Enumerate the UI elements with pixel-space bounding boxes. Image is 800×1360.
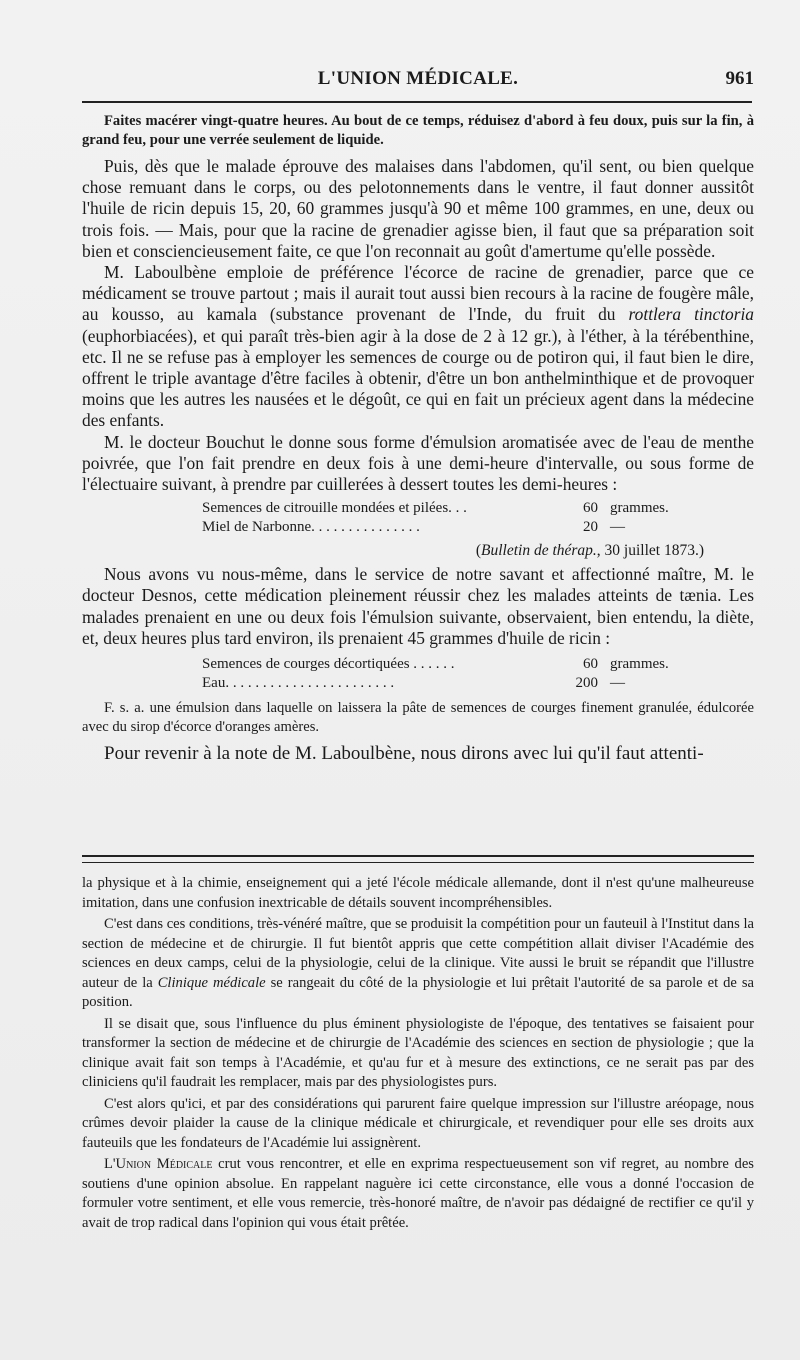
feuilleton-rule [82,855,754,863]
header-rule [82,101,752,103]
recipe-line: Semences de citrouille mondées et pilées. . . 60 grammes. [202,500,669,517]
paragraph-desnos: Nous avons vu nous-même, dans le service de notre savant et affectionné maître, M. le docteur Desnos, cette médication pleinement réussir chez les malades atteints de tænia. Les malades prenaient en une ou deux fois l'émulsion suivante, observaient, bien entendu, la diète, et, deux heures plus tard environ, ils prenaient 45 grammes d'huile de ricin : [82,564,754,648]
article-body [82,112,754,767]
recipe-line: Eau. . . . . . . . . . . . . . . . . . . . . . . 200 — [202,675,625,692]
paragraph-bouchut: M. le docteur Bouchut le donne sous forme d'émulsion aromatisée avec de l'eau de menthe poivrée, que l'on fait prendre en deux fois à une demi-heure d'intervalle, ou sous forme de l'électuaire suivant, à prendre par cuillerées à dessert toutes les demi-heures : [82,431,754,495]
citation-source: (Bulletin de thérap., 30 juillet 1873.) [475,542,704,560]
feuilleton-paragraph: C'est alors qu'ici, et par des considérations qui parurent faire quelque impression sur l'illustre aréopage, nous crûmes devoir plaider la cause de la clinique médicale et chirurgicale, et revendiquer pour elle ses droits aux fauteuils que les fondateurs de l'Académie lui assignèrent. [82,1095,754,1151]
paragraph-maceration: Faites macérer vingt-quatre heures. Au bout de ce temps, réduisez d'abord à feu doux, puis sur la fin, à grand feu, pour une verrée seulement de liquide. [82,113,754,148]
recipe-electuaire [202,499,722,537]
page-number: 961 [725,68,754,89]
plant-name: rottlera tinctoria [628,304,754,325]
feuilleton-paragraph: la physique et à la chimie, enseignement qui a jeté l'école médicale allemande, dont il n'est qu'une malheureuse imitation, dans une confusion inextricable de détails souvent incompréhensibles. [82,875,754,911]
paragraph-formula: F. s. a. une émulsion dans laquelle on laissera la pâte de semences de courges finement granulée, édulcorée avec du sirop d'écorce d'oranges amères. [82,700,754,736]
recipe-line: Semences de courges décortiquées . . . . . . 60 grammes. [202,656,669,673]
running-title: L'UNION MÉDICALE. [317,68,519,89]
recipe-line: Miel de Narbonne. . . . . . . . . . . . . . . 20 — [202,519,625,536]
feuilleton-paragraph: L'Union Médicale crut vous rencontrer, et elle en exprima respectueusement son vif regret, au nombre des soutiens d'une opinion absolue. En rappelant naguère ici cette circonstance, elle vous a donné l'occasion de formuler votre sentiment, et elle vous remercie, très-honoré maître, de n'avoir pas dédaigné de rectifier ce qu'il y avait de trop radical dans l'opinion qui vous était prêtée. [82,1156,754,1231]
feuilleton-paragraph: Il se disait que, sous l'influence du plus éminent physiologiste de l'époque, des tentatives se faisaient pour transformer la section de médecine et de chirurgie de l'Académie des sciences en section de physiologie ; que la clinique avait fait son temps à l'Académie, et qu'au fur et à mesure des extinctions, ce ne serait pas par des cliniciens qu'il faudrait les remplacer, mais par des physiologistes purs. [82,1015,754,1090]
paragraph-ricin-dose: Puis, dès que le malade éprouve des malaises dans l'abdomen, qu'il sent, ou bien quelque chose remuant dans le corps, ou des pelotonnements dans le ventre, il faut donner aussitôt l'huile de ricin depuis 15, 20, 60 grammes jusqu'à 90 et même 100 grammes, en une, deux ou trois fois. — Mais, pour que la racine de grenadier agisse bien, il faut que sa préparation soit bien et consciencieusement faite, ce que l'on reconnait au goût d'amertume qu'elle possède. [82,156,754,261]
paragraph-laboulbene: M. Laboulbène emploie de préférence l'écorce de racine de grenadier, parce que ce médicament se trouve partout ; mais il aurait tout aussi bien recours à la racine de fougère mâle, au kousso, au kamala (substance provenant de l'Inde, du fruit du rottlera tinctoria (euphorbiacées), et qui paraît très-bien agir à la dose de 2 à 12 gr.), à l'éther, à la térébenthine, etc. Il ne se refuse pas à employer les semences de courge ou de potiron qui, il faut bien le dire, offrent le triple avantage d'être faciles à obtenir, d'être un bon anthelminthique et de provoquer moins que les autres les nausées et le dégoût, ce qui en fait un précieux agent dans la médecine des enfants. [82,262,754,431]
paragraph-continuation: Pour revenir à la note de M. Laboulbène, nous dirons avec lui qu'il faut attenti- [104,743,704,765]
page-header [82,66,754,96]
recipe-emulsion [202,655,722,693]
feuilleton-body [82,874,754,1233]
journal-name: L'Union Médicale [104,1156,213,1172]
feuilleton-paragraph: C'est dans ces conditions, très-vénéré maître, que se produisit la compétition pour un fauteuil à l'Institut dans la section de médecine et de chirurgie. Il fut bientôt appris que cette compétition allait diviser l'Académie des sciences en deux camps, celui de la physiologie, celui de la clinique. Vite aussi le bruit se répandit que l'illustre auteur de la Clinique médicale se rangeait du côté de la physiologie et lui prêtait l'autorité de sa parole et de sa position. [82,916,755,1010]
